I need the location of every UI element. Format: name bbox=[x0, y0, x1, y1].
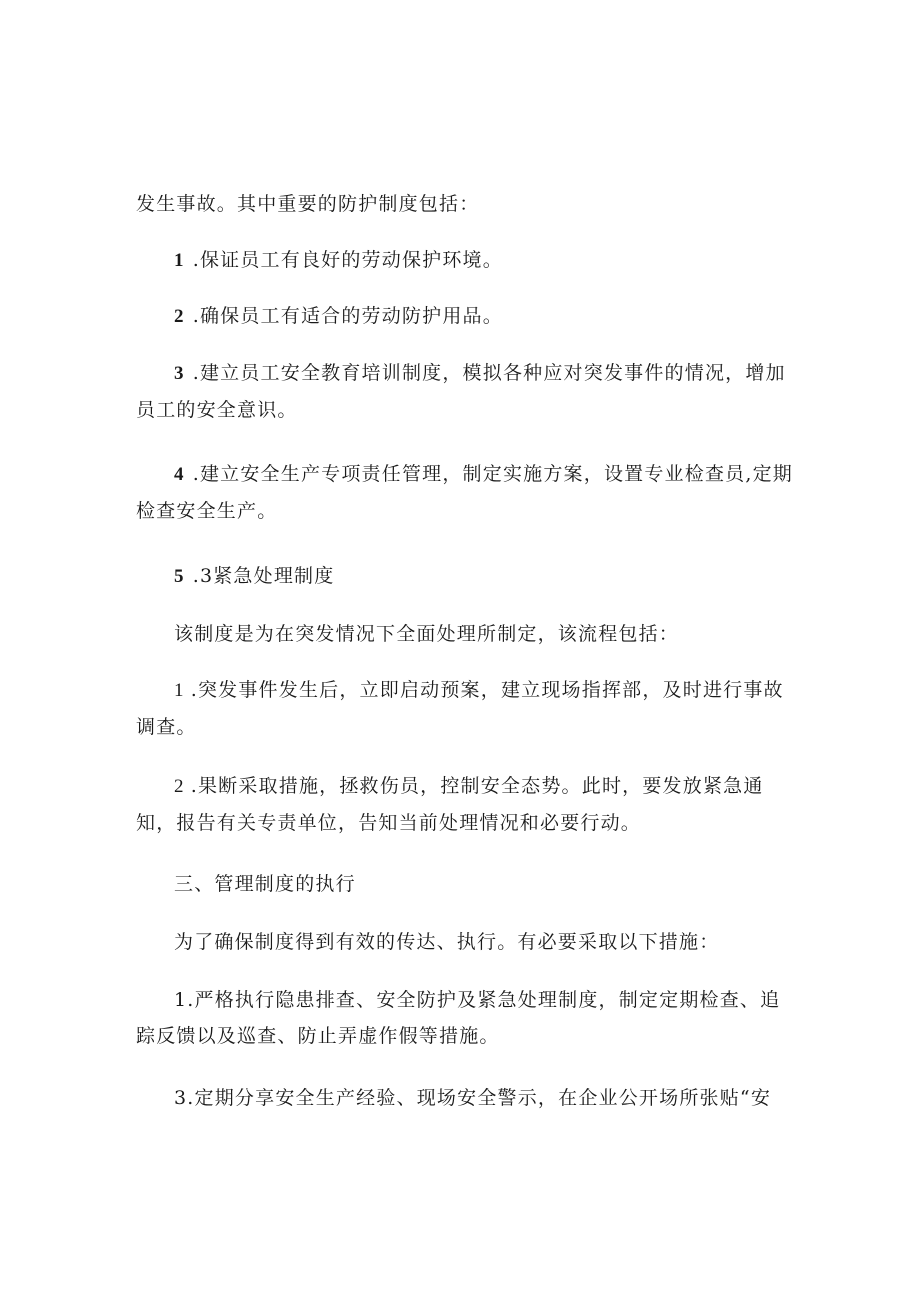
paragraph-text: 为了确保制度得到有效的传达、执行。有必要采取以下措施： bbox=[174, 931, 720, 953]
emergency-item-2 bbox=[136, 768, 796, 841]
emergency-item-1 bbox=[136, 672, 796, 745]
section-heading-5-3 bbox=[136, 558, 796, 595]
list-item-1 bbox=[136, 242, 796, 279]
list-number: 1 bbox=[174, 250, 185, 271]
paragraph-text: 该制度是为在突发情况下全面处理所制定，该流程包括： bbox=[174, 623, 680, 645]
list-number: 2 bbox=[174, 776, 185, 797]
paragraph-intro bbox=[136, 186, 796, 222]
section-heading-3 bbox=[136, 866, 796, 902]
list-text: .突发事件发生后，立即启动预案，建立现场指挥部，及时进行事故调查。 bbox=[136, 679, 784, 738]
list-text: .果断采取措施，拯救伤员，控制安全态势。此时，要发放紧急通知，报告有关专责单位，告知当前处理情况和必要行动。 bbox=[136, 775, 764, 834]
list-item-3 bbox=[136, 355, 796, 428]
list-item-4 bbox=[136, 456, 796, 529]
list-text: .建立员工安全教育培训制度，模拟各种应对突发事件的情况，增加员工的安全意识。 bbox=[136, 362, 786, 421]
section-number: 5 bbox=[174, 566, 185, 587]
paragraph-emergency-intro bbox=[136, 616, 796, 652]
list-number: 2 bbox=[174, 306, 185, 327]
execution-item-1 bbox=[136, 982, 796, 1054]
section-title: 三、管理制度的执行 bbox=[174, 873, 356, 895]
list-number: 1 bbox=[174, 680, 185, 701]
list-text: 3.定期分享安全生产经验、现场安全警示，在企业公开场所张贴“安 bbox=[174, 1087, 772, 1109]
list-text: .确保员工有适合的劳动防护用品。 bbox=[192, 305, 503, 327]
list-item-2 bbox=[136, 298, 796, 335]
list-text: .建立安全生产专项责任管理，制定实施方案，设置专业检查员,定期检查安全生产。 bbox=[136, 463, 793, 522]
list-number: 4 bbox=[174, 464, 185, 485]
paragraph-text: 发生事故。其中重要的防护制度包括： bbox=[136, 193, 480, 215]
section-title: .3紧急处理制度 bbox=[192, 565, 335, 587]
execution-item-3 bbox=[136, 1080, 796, 1116]
paragraph-execution-intro bbox=[136, 924, 796, 960]
list-text: .保证员工有良好的劳动保护环境。 bbox=[192, 249, 503, 271]
list-text: 1.严格执行隐患排查、安全防护及紧急处理制度，制定定期检查、追踪反馈以及巡查、防止弄虚作假等措施。 bbox=[136, 989, 781, 1047]
list-number: 3 bbox=[174, 363, 185, 384]
